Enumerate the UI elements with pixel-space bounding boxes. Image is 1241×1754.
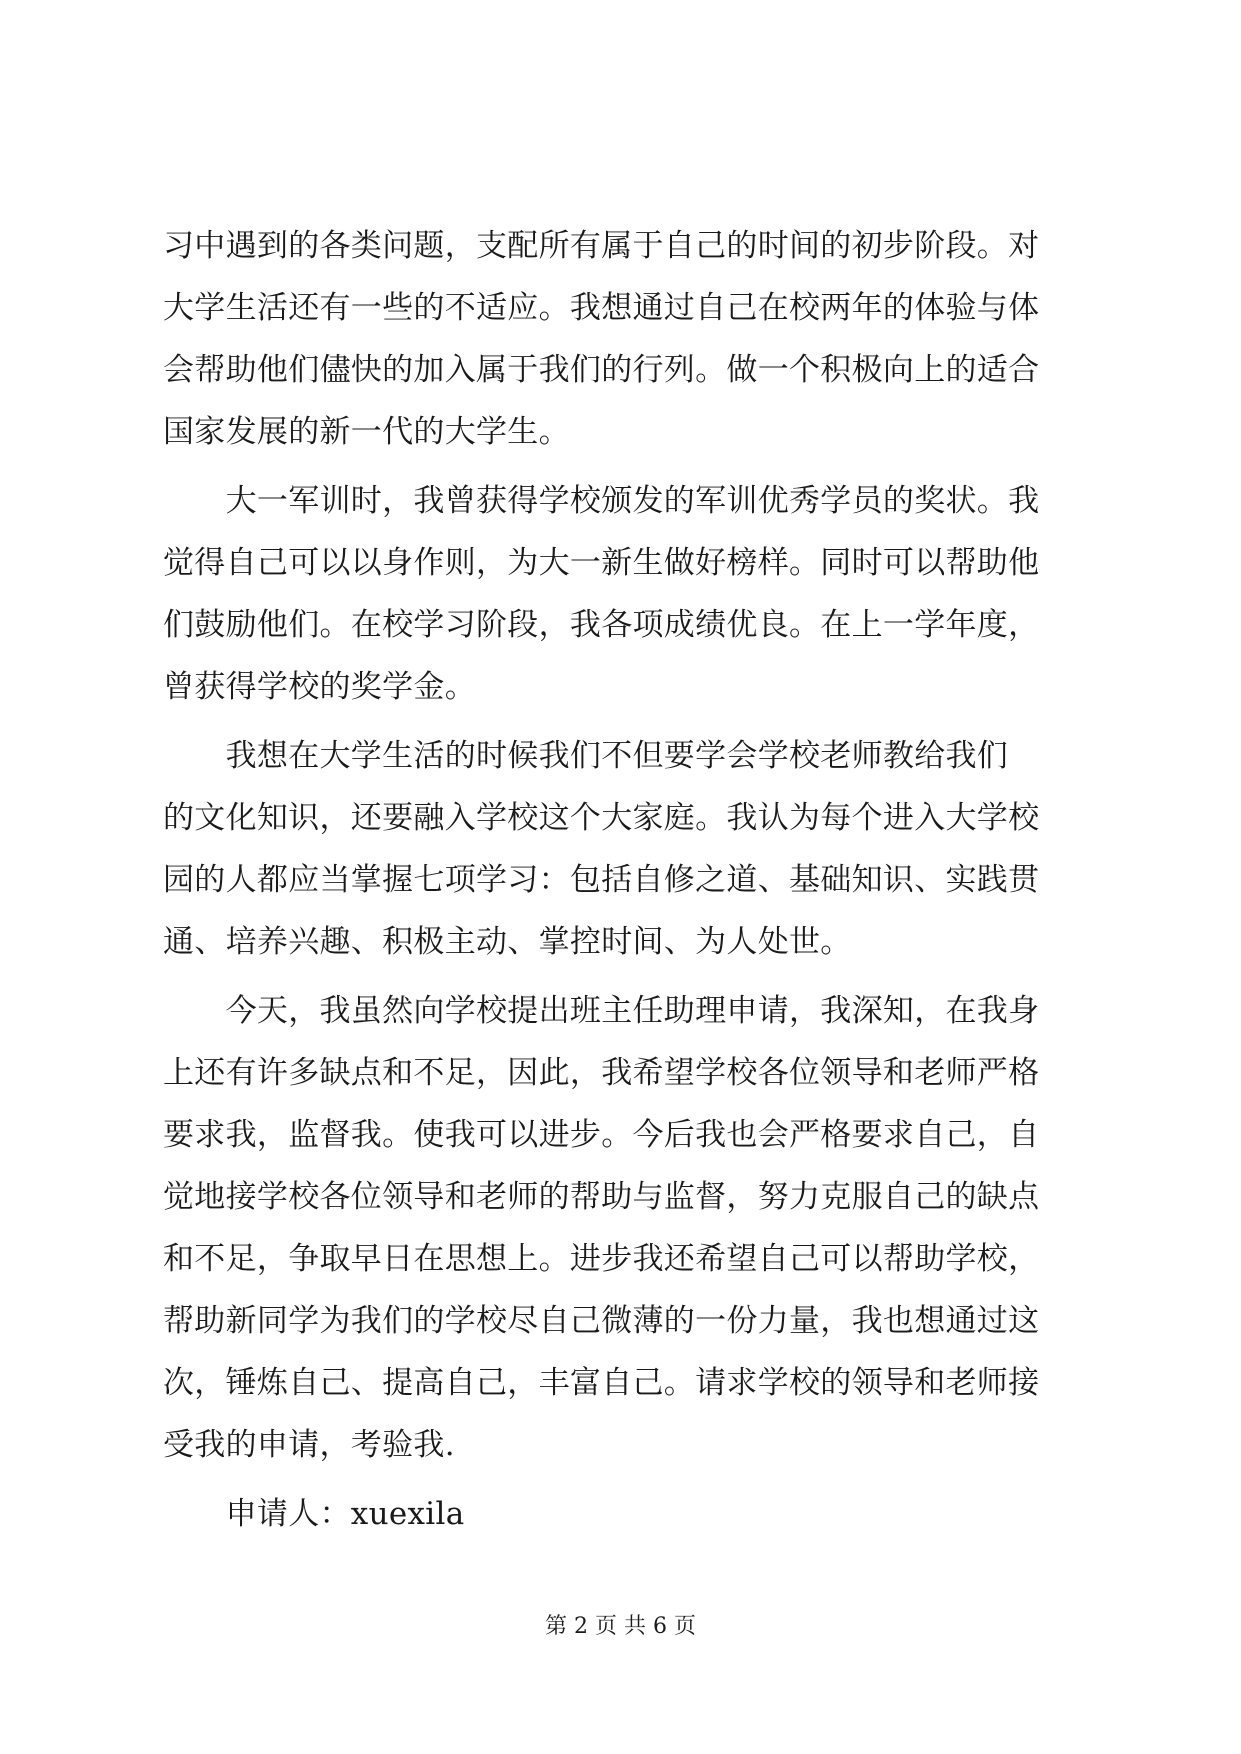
signature-line: 申请人：xuexila [163,1496,465,1532]
text-line: 国家发展的新一代的大学生。 [163,414,570,450]
text-line: 我想在大学生活的时候我们不但要学会学校老师教给我们 [163,738,1009,774]
text-line: 通、培养兴趣、积极主动、掌控时间、为人处世。 [163,924,852,960]
text-line: 的文化知识，还要融入学校这个大家庭。我认为每个进入大学校 [163,800,1040,836]
text-line: 们鼓励他们。在校学习阶段，我各项成绩优良。在上一学年度， [163,607,1040,643]
text-line: 今天，我虽然向学校提出班主任助理申请，我深知，在我身 [163,993,1040,1029]
text-line: 大学生活还有一些的不适应。我想通过自己在校两年的体验与体 [163,290,1040,326]
page-number-footer: 第 2 页 共 6 页 [545,1614,696,1639]
text-line: 次，锤炼自己、提高自己，丰富自己。请求学校的领导和老师接 [163,1365,1040,1401]
text-line: 曾获得学校的奖学金。 [163,669,476,705]
text-line: 习中遇到的各类问题，支配所有属于自己的时间的初步阶段。对 [163,228,1040,264]
text-line: 帮助新同学为我们的学校尽自己微薄的一份力量，我也想通过这 [163,1303,1040,1339]
text-line: 要求我，监督我。使我可以进步。今后我也会严格要求自己，自 [163,1117,1040,1153]
text-line: 会帮助他们儘快的加入属于我们的行列。做一个积极向上的适合 [163,352,1040,388]
text-line: 觉地接学校各位领导和老师的帮助与监督，努力克服自己的缺点 [163,1179,1040,1215]
text-line: 和不足，争取早日在思想上。进步我还希望自己可以帮助学校， [163,1241,1040,1277]
text-line: 大一军训时，我曾获得学校颁发的军训优秀学员的奖状。我 [163,483,1040,519]
text-line: 上还有许多缺点和不足，因此，我希望学校各位领导和老师严格 [163,1055,1040,1091]
text-line: 觉得自己可以以身作则，为大一新生做好榜样。同时可以帮助他 [163,545,1040,581]
text-line: 受我的申请，考验我. [163,1427,455,1463]
text-line: 园的人都应当掌握七项学习：包括自修之道、基础知识、实践贯 [163,862,1040,898]
